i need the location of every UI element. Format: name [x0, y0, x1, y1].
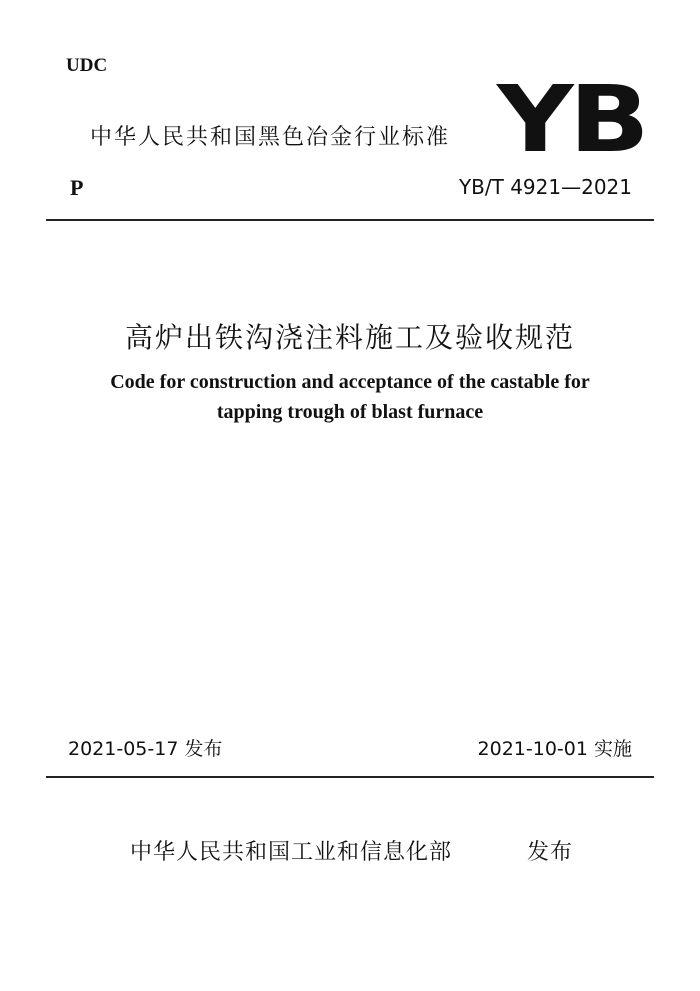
title-en-line-2: tapping trough of blast furnace	[216, 401, 484, 423]
publisher: 中华人民共和国工业和信息化部	[130, 840, 453, 865]
category-code: P	[70, 175, 84, 200]
udc-label: UDC	[66, 55, 108, 76]
top-divider	[46, 219, 654, 221]
publish-label: 发布	[527, 840, 574, 865]
yb-logo: YB	[497, 66, 646, 173]
implementation-date: 2021-10-01 实施	[477, 738, 632, 760]
issue-date: 2021-05-17 发布	[68, 738, 223, 760]
title-zh: 高炉出铁沟浇注料施工及验收规范	[124, 321, 575, 354]
bottom-divider	[46, 776, 654, 778]
industry-standard-title: 中华人民共和国黑色冶金行业标准	[90, 125, 451, 150]
standard-code: YB/T 4921—2021	[458, 175, 632, 199]
title-en-line-1: Code for construction and acceptance of the castable for	[110, 371, 590, 393]
